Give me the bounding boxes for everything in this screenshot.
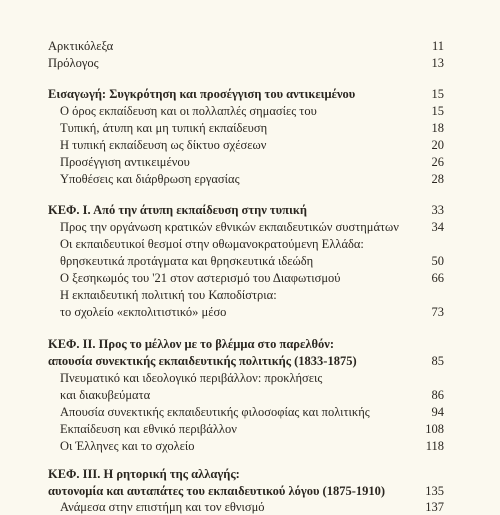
toc-entry-continuation (0, 253, 500, 269)
toc-entry-title: Προσέγγιση αντικειμένου (60, 155, 190, 169)
toc-chapter-heading-continuation (0, 483, 500, 500)
toc-entry-title: Η εκπαιδευτική πολιτική του Καποδίστρια: (60, 288, 277, 302)
toc-entry (0, 499, 500, 515)
toc-section-heading (0, 86, 500, 102)
toc-entry-title: Τυπική, άτυπη και μη τυπική εκπαίδευση (60, 121, 268, 135)
toc-chapter-heading (0, 466, 500, 482)
toc-entry-title: Πνευματικό και ιδεολογικό περιβάλλον: προκλήσεις (60, 371, 323, 385)
toc-entry-page: 137 (425, 500, 444, 514)
toc-entry (0, 438, 500, 454)
toc-entry-page: 118 (425, 439, 444, 453)
toc-entry-title: ΚΕΦ. ΙΙ. Προς το μέλλον με το βλέμμα στο παρελθόν: (48, 337, 334, 351)
toc-entry-title: Οι Έλληνες και το σχολείο (60, 439, 195, 453)
toc-entry (0, 171, 500, 187)
toc-entry-page: 66 (431, 271, 444, 285)
toc-entry (0, 103, 500, 119)
toc-entry-page: 28 (431, 172, 444, 186)
toc-entry-title: Απουσία συνεκτικής εκπαιδευτικής φιλοσοφίας και πολιτικής (60, 405, 370, 419)
toc-entry-page: 15 (431, 104, 444, 118)
toc-entry (0, 421, 500, 437)
toc-chapter-heading (0, 336, 500, 352)
toc-entry (0, 287, 500, 303)
toc-entry-title: απουσία συνεκτικής εκπαιδευτικής πολιτικής (1833-1875) (48, 354, 357, 368)
toc-entry-title: Εισαγωγή: Συγκρότηση και προσέγγιση του αντικειμένου (48, 87, 356, 101)
toc-entry (0, 38, 500, 54)
toc-entry (0, 154, 500, 170)
toc-entry (0, 270, 500, 286)
toc-entry-title: και διακυβεύματα (60, 388, 151, 402)
toc-entry-title: το σχολείο «εκπολιτιστικό» μέσο (60, 305, 227, 319)
toc-entry-title: Προς την οργάνωση κρατικών εθνικών εκπαιδευτικών συστημάτων (60, 220, 399, 234)
toc-entry-page: 135 (425, 484, 444, 498)
toc-entry-title: αυτονομία και αυταπάτες του εκπαιδευτικού λόγου (1875-1910) (48, 484, 386, 498)
toc-entry-title: Πρόλογος (48, 56, 99, 70)
toc-entry (0, 404, 500, 420)
toc-entry-page: 73 (431, 305, 444, 319)
toc-entry (0, 120, 500, 136)
toc-entry-page: 33 (431, 203, 444, 217)
toc-entry (0, 236, 500, 252)
toc-entry-title: Οι εκπαιδευτικοί θεσμοί στην οθωμανοκρατούμενη Ελλάδα: (60, 237, 364, 251)
toc-entry (0, 137, 500, 153)
toc-entry-page: 108 (425, 422, 444, 436)
toc-entry-title: ΚΕΦ. ΙΙΙ. Η ρητορική της αλλαγής: (48, 467, 240, 481)
toc-entry (0, 370, 500, 386)
toc-entry-title: Η τυπική εκπαίδευση ως δίκτυο σχέσεων (60, 138, 267, 152)
toc-chapter-heading (0, 202, 500, 218)
toc-entry (0, 55, 500, 71)
toc-entry-page: 26 (431, 155, 444, 169)
toc-entry-page: 94 (431, 405, 444, 419)
toc-entry-title: Ανάμεσα στην επιστήμη και τον εθνισμό (60, 500, 265, 514)
toc-entry-page: 50 (431, 254, 444, 268)
toc-entry-title: Υποθέσεις και διάρθρωση εργασίας (60, 172, 240, 186)
toc-entry-title: Αρκτικόλεξα (48, 39, 114, 53)
toc-entry-title: Ο όρος εκπαίδευση και οι πολλαπλές σημασίες του (60, 104, 317, 118)
toc-entry-page: 11 (431, 39, 444, 53)
toc-entry-title: Ο ξεσηκωμός του '21 στον αστερισμό του Διαφωτισμού (60, 271, 341, 285)
toc-entry-page: 13 (431, 56, 444, 70)
toc-entry-continuation (0, 387, 500, 403)
toc-entry-page: 85 (431, 354, 444, 368)
toc-entry (0, 219, 500, 235)
toc-entry-title: θρησκευτικά προτάγματα και θρησκευτικά ιδεώδη (60, 254, 314, 268)
toc-entry-page: 86 (431, 388, 444, 402)
toc-entry-page: 34 (431, 220, 444, 234)
toc-chapter-heading-continuation (0, 353, 500, 369)
toc-entry-title: ΚΕΦ. Ι. Από την άτυπη εκπαίδευση στην τυπική (48, 203, 307, 217)
toc-entry-page: 18 (431, 121, 444, 135)
toc-entry-continuation (0, 304, 500, 320)
toc-entry-page: 20 (431, 138, 444, 152)
toc-entry-title: Εκπαίδευση και εθνικό περιβάλλον (60, 422, 237, 436)
toc-entry-page: 15 (431, 87, 444, 101)
